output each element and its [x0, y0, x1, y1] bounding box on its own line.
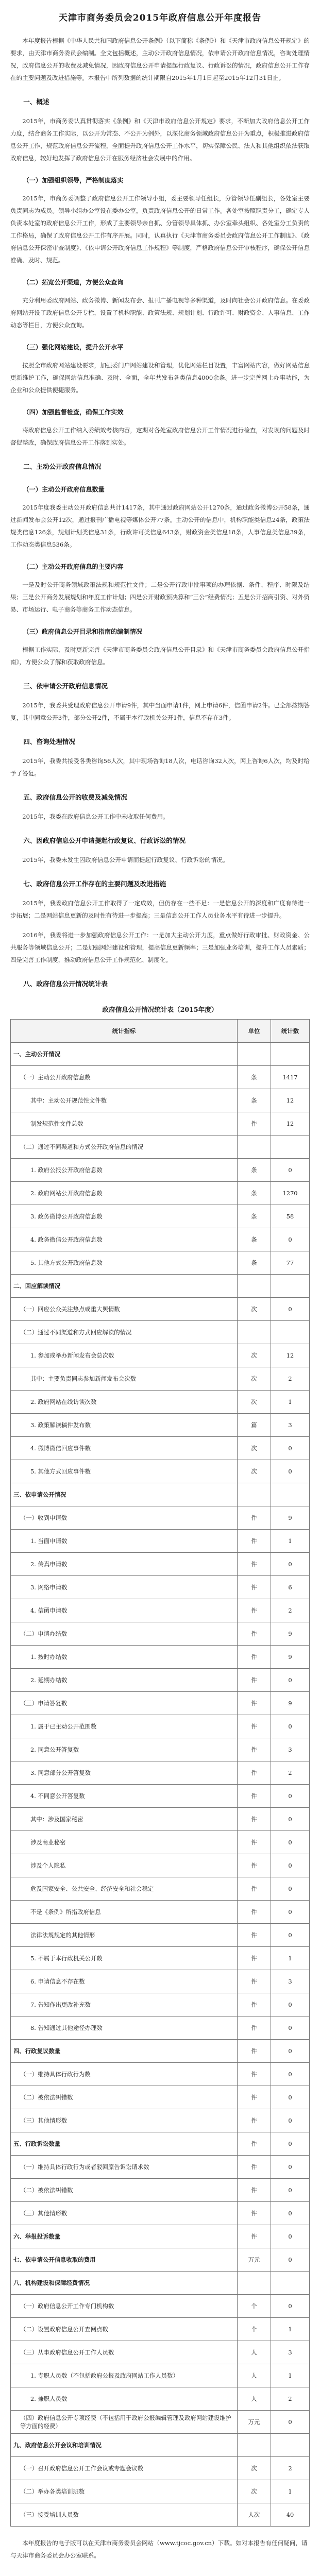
row-indicator: （三）接受培训人员数: [11, 2503, 238, 2527]
row-indicator: 4. 政务微信公开政府信息数: [11, 1228, 238, 1251]
row-indicator: 不是《条例》所指政府信息: [11, 1901, 238, 1924]
table-row: [11, 1993, 310, 2016]
header-count: 统计数: [271, 1020, 310, 1043]
table-row: [11, 1460, 310, 1483]
table-row: [11, 1321, 310, 1344]
table-row: [11, 1692, 310, 1715]
row-unit: [238, 1483, 271, 1506]
table-row: [11, 1483, 310, 1506]
row-count: 2: [271, 2387, 310, 2411]
row-unit: 人: [238, 2341, 271, 2364]
body-paragraph: 充分利用委政府网站、政务微博、新闻发布会、报刊广播电视等多种渠道，及时向社会公开政府信息。在委政府网站开设了政府信息公开专栏，设置了机构职能、政策法规、规划计划、行政许可、财政资金、人事信息、工作动态等栏目，方便公众查询。: [10, 297, 310, 329]
row-count: 2: [271, 2457, 310, 2480]
row-indicator: 2. 延期办结数: [11, 1669, 238, 1692]
row-unit: 次: [238, 1344, 271, 1367]
table-row: [11, 2387, 310, 2411]
row-indicator: （一）回应公众关注热点或重大舆情数: [11, 1298, 238, 1321]
subsection-heading: （一）加强组织领导，严格制度落实: [23, 177, 124, 184]
row-unit: 件: [238, 2016, 271, 2040]
row-indicator: 危及国家安全、公共安全、经济安全和社会稳定: [11, 1877, 238, 1901]
row-indicator: 七、依申请公开信息收取的费用: [11, 2248, 238, 2272]
row-count: 0: [271, 2016, 310, 2040]
row-count: [271, 1136, 310, 1159]
row-indicator: 1. 当面申请数: [11, 1530, 238, 1553]
row-unit: 万元: [238, 2411, 271, 2434]
row-indicator: 四、行政复议数量: [11, 2040, 238, 2063]
row-unit: 件: [238, 1112, 271, 1136]
table-row: [11, 1205, 310, 1228]
row-unit: 件: [238, 1785, 271, 1808]
row-indicator: 五、行政诉讼数量: [11, 2132, 238, 2156]
row-unit: 件: [238, 2225, 271, 2248]
row-indicator: （三）申请答复数: [11, 1692, 238, 1715]
body-paragraph: 2015年，我委在政府信息公开工作中未收取任何费用。: [22, 813, 169, 820]
row-unit: 件: [238, 1646, 271, 1669]
row-indicator: （二）举办各类培训班数: [11, 2480, 238, 2503]
table-row: [11, 2040, 310, 2063]
table-row: [11, 1831, 310, 1854]
row-count: [271, 2272, 310, 2295]
row-unit: 件: [238, 1576, 271, 1599]
row-count: 6: [271, 1576, 310, 1599]
row-count: 0: [271, 2109, 310, 2132]
row-indicator: （二）设置政府信息公开查阅点数: [11, 2318, 238, 2341]
row-indicator: 4. 微博微信回应事件数: [11, 1437, 238, 1460]
row-indicator: 7. 告知作出更改补充数: [11, 1993, 238, 2016]
row-unit: 条: [238, 1228, 271, 1251]
row-unit: 次: [238, 2480, 271, 2503]
subsection-heading: （二）主动公开政府信息的主要内容: [23, 563, 124, 570]
table-row: [11, 1112, 310, 1136]
body-paragraph: 将政府信息公开工作纳入委绩效考核内容，定期对各处室政府信息公开工作情况进行检查，对发现的问题及时督促整改，确保政府信息公开工作落到实处。: [10, 427, 310, 446]
row-unit: [238, 1321, 271, 1344]
row-indicator: （一）政府信息公开工作专门机构数: [11, 2295, 238, 2318]
report-document: [10, 0, 310, 2562]
row-unit: 件: [238, 1854, 271, 1877]
row-unit: 人: [238, 2364, 271, 2387]
row-count: 0: [271, 1298, 310, 1321]
row-unit: [238, 1136, 271, 1159]
row-count: 0: [271, 1228, 310, 1251]
table-row: [11, 1066, 310, 1089]
row-unit: 件: [238, 1669, 271, 1692]
row-indicator: 其中：主动公开规范性文件数: [11, 1089, 238, 1112]
table-row: [11, 1622, 310, 1646]
table-row: [11, 2156, 310, 2179]
body-paragraph: 2015年，我委共受理政府信息公开申请9件，其中当面申请1件，网上申请6件，信函申请2件。已全部按期答复，其中同意公开3件，部分公开2件，不属于本行政机关公开1件，信息不存在3件。: [10, 702, 310, 721]
row-unit: 件: [238, 2109, 271, 2132]
row-indicator: （一）维持具体行政行为或者驳回原告诉讼请求数: [11, 2156, 238, 2179]
table-row: [11, 2364, 310, 2387]
row-indicator: 3. 同意部分公开答复数: [11, 1761, 238, 1785]
body-paragraph: 根据工作实际，及时更新完善《天津市商务委员会政府信息公开目录》和《天津市商务委员会政府信息公开指南》，方便公众了解和获取政府信息。: [10, 646, 310, 666]
row-indicator: （二）通过不同渠道和方式回应解读的情况: [11, 1321, 238, 1344]
row-unit: 次: [238, 1298, 271, 1321]
row-count: [271, 1043, 310, 1066]
row-indicator: 5. 其他方式公开政府信息数: [11, 1251, 238, 1275]
row-count: 0: [271, 2086, 310, 2109]
row-indicator: 法律法规规定的其他情形: [11, 1924, 238, 1947]
row-indicator: 二、回应解读情况: [11, 1275, 238, 1298]
row-count: 0: [271, 2156, 310, 2179]
row-indicator: 2. 政府网站在线访谈次数: [11, 1391, 238, 1414]
row-count: 0: [271, 2202, 310, 2225]
row-count: [271, 1483, 310, 1506]
subsection-heading: （三）政府信息公开目录和指南的编制情况: [23, 628, 142, 635]
row-indicator: 2. 政府网站公开政府信息数: [11, 1182, 238, 1205]
table-row: [11, 2480, 310, 2503]
row-unit: 件: [238, 2040, 271, 2063]
row-unit: 篇: [238, 1414, 271, 1437]
section-heading: 五、政府信息公开的收费及减免情况: [23, 793, 127, 801]
row-count: 0: [271, 2248, 310, 2272]
row-indicator: 制发规范性文件总数: [11, 1112, 238, 1136]
row-unit: 次: [238, 1391, 271, 1414]
body-paragraph: 2015年度我委主动公开政府信息共计1417条，其中通过政府网站公开1270条，通过政务微博公开58条，通过新闻发布会公开12次，通过报刊广播电视等媒体公开77条。主动公开的信息中，机构职能类信息24条，政策法规类信息126条，规划计划类信息31条，行政许可类信息643条，财政资金类信息18条，人事信息类信息39条，工作动态类信息536条。: [10, 504, 310, 548]
section-heading: 一、概述: [23, 98, 49, 106]
row-count: 0: [271, 2132, 310, 2156]
body-paragraph: 2015年，市商务委认真贯彻落实《条例》和《天津市政府信息公开规定》要求，不断加大政府信息公开工作力度，结合商务工作实际，以公开为常态、不公开为例外，以深化商务领域政府信息公开为重点，积极推进政府信息公开工作，规范政府信息公开流程，全面提升政府信息公开工作水平，切实保障公民、法人和其他组织依法获取政府信息，较好地发挥了政府信息公开在服务经济社会发展中的作用。: [10, 117, 310, 162]
table-row: [11, 2202, 310, 2225]
row-indicator: 八、机构建设和保障经费情况: [11, 2272, 238, 2295]
row-unit: 条: [238, 1159, 271, 1182]
header-indicator: 统计指标: [11, 1020, 238, 1043]
table-row: [11, 1761, 310, 1785]
table-row: [11, 1414, 310, 1437]
row-count: 9: [271, 1506, 310, 1530]
row-count: 0: [271, 1669, 310, 1692]
row-indicator: 1. 属于已主动公开范围数: [11, 1715, 238, 1738]
row-count: [271, 1321, 310, 1344]
row-indicator: （一）收到申请数: [11, 1506, 238, 1530]
row-count: 12: [271, 1112, 310, 1136]
subsection-heading: （一）主动公开政府信息数量: [23, 486, 105, 493]
table-row: [11, 1669, 310, 1692]
row-count: 3: [271, 1414, 310, 1437]
table-row: [11, 1947, 310, 1970]
row-count: 9: [271, 1692, 310, 1715]
statistics-table: [10, 1019, 310, 2527]
table-row: [11, 1043, 310, 1066]
table-row: [11, 1576, 310, 1599]
body-paragraph: 2015年，我委共接受各类咨询56人次，其中现场咨询18人次，电话咨询32人次，网上咨询6人次，均及时给予了答复。: [10, 757, 310, 777]
row-unit: 条: [238, 1205, 271, 1228]
table-row: [11, 2411, 310, 2434]
table-row: [11, 2179, 310, 2202]
row-indicator: 1. 政府公报公开政府信息数: [11, 1159, 238, 1182]
row-unit: 个: [238, 2295, 271, 2318]
row-count: 0: [271, 1877, 310, 1901]
row-unit: 件: [238, 2063, 271, 2086]
row-count: 3: [271, 1970, 310, 1993]
table-row: [11, 1344, 310, 1367]
row-indicator: 6. 申请信息不存在数: [11, 1970, 238, 1993]
row-indicator: 三、依申请公开情况: [11, 1483, 238, 1506]
row-unit: [238, 1275, 271, 1298]
row-count: 2: [271, 1599, 310, 1622]
row-count: 0: [271, 1808, 310, 1831]
row-unit: 件: [238, 1947, 271, 1970]
row-count: 0: [271, 1437, 310, 1460]
subsection-heading: （三）强化网站建设，提升公开水平: [23, 344, 124, 351]
row-count: 77: [271, 1251, 310, 1275]
table-row: [11, 2503, 310, 2527]
table-row: [11, 2272, 310, 2295]
row-indicator: 8. 告知通过其他途径办理数: [11, 2016, 238, 2040]
row-indicator: （二）通过不同渠道和方式公开政府信息的情况: [11, 1136, 238, 1159]
header-unit: 单位: [238, 1020, 271, 1043]
table-row: [11, 1275, 310, 1298]
table-title: 政府信息公开情况统计表（2015年度）: [102, 1006, 218, 1013]
table-row: [11, 1298, 310, 1321]
row-unit: 件: [238, 1761, 271, 1785]
row-unit: 人: [238, 2387, 271, 2411]
body-paragraph: 2015年，我委未发生因政府信息公开申请而提起行政复议、行政诉讼的情况。: [22, 856, 229, 863]
row-count: 0: [271, 1854, 310, 1877]
row-count: 12: [271, 1089, 310, 1112]
row-indicator: （三）其他情形数: [11, 2202, 238, 2225]
row-count: 58: [271, 1205, 310, 1228]
row-indicator: 一、主动公开情况: [11, 1043, 238, 1066]
row-count: 0: [271, 1785, 310, 1808]
row-indicator: （四）政府信息公开专项经费（不包括用于政府公报编辑管理及政府网站建设维护等方面的经费）: [11, 2411, 238, 2434]
row-unit: 件: [238, 1599, 271, 1622]
row-count: 0: [271, 2040, 310, 2063]
row-indicator: 4. 不同意公开答复数: [11, 1785, 238, 1808]
row-count: [271, 1275, 310, 1298]
table-row: [11, 2318, 310, 2341]
row-indicator: （二）被依法纠错数: [11, 2086, 238, 2109]
row-count: 0: [271, 2295, 310, 2318]
row-unit: 件: [238, 1808, 271, 1831]
row-count: 1417: [271, 1066, 310, 1089]
row-count: 9: [271, 1622, 310, 1646]
table-row: [11, 1182, 310, 1205]
row-indicator: 九、政府信息公开会议和培训情况: [11, 2434, 238, 2457]
row-unit: 件: [238, 1738, 271, 1761]
body-paragraph: 2015年，我委政府信息公开工作取得了一定成效，但仍存在一些不足：一是信息公开的深度和广度有待进一步拓展；二是网站信息更新的及时性有待进一步提高；三是信息公开工作人员业务水平有待进一步提升。: [10, 900, 310, 919]
row-indicator: 六、举报投诉数量: [11, 2225, 238, 2248]
row-indicator: 4. 信函申请数: [11, 1599, 238, 1622]
row-indicator: 2. 传真申请数: [11, 1553, 238, 1576]
intro-paragraph: 本年度报告根据《中华人民共和国政府信息公开条例》（以下简称《条例》）和《天津市政府信息公开规定》的要求，由天津市商务委员会编制。全文包括概述，主动公开政府信息情况，依申请公开政府信息情况，咨询处理情况，政府信息公开的收费及减免情况，因政府信息公开申请提起行政复议、行政诉讼的情况，政府信息公开工作存在的主要问题及改进措施等。本报告中所列数据的统计期限自2015年1月1日起至2015年12月31日止。: [10, 37, 310, 81]
row-indicator: 5. 不属于本行政机关公开数: [11, 1947, 238, 1970]
table-row: [11, 1646, 310, 1669]
row-unit: 件: [238, 1506, 271, 1530]
body-paragraph: 2015年，市商务委调整了政府信息公开工作领导小组，委主要领导任组长，分管领导任副组长，各处室主要负责同志为成员。领导小组办公室设在委办公室，负责政府信息公开的日常工作。各处室按照职责分工，确定专人负责本处室的政府信息公开工作，形成了主要领导亲自抓、分管领导具体抓、办公室牵头组织、各处室分工负责的工作格局，确保了政府信息公开工作有序开展。同时，认真执行《天津市商务委员会政府信息公开工作制度》、《政府信息公开保密审查制度》、《依申请公开政府信息工作规程》等制度，严格政府信息公开审核程序，确保公开信息准确、及时、规范。: [10, 195, 310, 264]
section-heading: 四、咨询处理情况: [23, 738, 75, 745]
row-count: 1: [271, 1530, 310, 1553]
table-row: [11, 1715, 310, 1738]
row-count: 0: [271, 1831, 310, 1854]
row-unit: 件: [238, 1692, 271, 1715]
table-row: [11, 1136, 310, 1159]
row-count: 0: [271, 1901, 310, 1924]
table-row: [11, 1808, 310, 1831]
row-unit: 件: [238, 1622, 271, 1646]
section-heading: 二、主动公开政府信息情况: [23, 463, 102, 470]
body-paragraph: 2016年，我委将进一步加强政府信息公开工作：一是加大主动公开力度，重点做好行政审批、财政资金、公共服务等领域信息公开；二是加强网站建设和管理，提高信息更新频率；三是加强业务培训，提升工作人员素质；四是完善工作制度，推动政府信息公开工作规范化、制度化。: [10, 931, 310, 963]
row-indicator: 3. 网络申请数: [11, 1576, 238, 1599]
row-count: 1: [271, 2480, 310, 2503]
table-row: [11, 1785, 310, 1808]
row-unit: 件: [238, 2132, 271, 2156]
row-indicator: （二）被依法纠错数: [11, 2179, 238, 2202]
row-unit: 件: [238, 2179, 271, 2202]
row-count: 2: [271, 1367, 310, 1391]
row-count: 1: [271, 1947, 310, 1970]
row-indicator: 3. 政务微博公开政府信息数: [11, 1205, 238, 1228]
row-indicator: 其中：主要负责同志参加新闻发布会次数: [11, 1367, 238, 1391]
table-row: [11, 1159, 310, 1182]
report-title: 天津市商务委员会2015年政府信息公开年度报告: [58, 13, 262, 23]
row-unit: 条: [238, 1066, 271, 1089]
row-indicator: 其中：涉及国家秘密: [11, 1808, 238, 1831]
table-row: [11, 2109, 310, 2132]
row-count: 0: [271, 1460, 310, 1483]
table-row: [11, 1738, 310, 1761]
table-row: [11, 1599, 310, 1622]
table-row: [11, 2225, 310, 2248]
row-count: 0: [271, 2179, 310, 2202]
row-count: 2: [271, 1761, 310, 1785]
row-unit: 件: [238, 2202, 271, 2225]
intro-section: [10, 35, 310, 84]
table-row: [11, 2086, 310, 2109]
row-unit: 件: [238, 1993, 271, 2016]
row-unit: 件: [238, 1877, 271, 1901]
row-unit: 次: [238, 1460, 271, 1483]
row-unit: 件: [238, 2086, 271, 2109]
row-unit: 人次: [238, 2503, 271, 2527]
row-indicator: 1. 参加或举办新闻发布会总次数: [11, 1344, 238, 1367]
row-unit: 次: [238, 2457, 271, 2480]
report-footer: 本年度报告的电子版可以在天津市商务委员会网站（www.tjcoc.gov.cn）下载。如对本报告有任何疑问，请与天津市商务委员会办公室联系。: [10, 2539, 308, 2559]
table-row: [11, 2016, 310, 2040]
row-count: [271, 2434, 310, 2457]
table-row: [11, 2434, 310, 2457]
row-indicator: （二）申请办结数: [11, 1622, 238, 1646]
row-unit: 件: [238, 1715, 271, 1738]
table-row: [11, 1506, 310, 1530]
row-unit: 条: [238, 1251, 271, 1275]
report-body: [10, 95, 310, 991]
row-count: 1270: [271, 1182, 310, 1205]
row-unit: 万元: [238, 2248, 271, 2272]
row-indicator: 涉及商业秘密: [11, 1831, 238, 1854]
row-count: 40: [271, 2503, 310, 2527]
row-indicator: 1. 专职人员数（不包括政府公报及政府网站工作人员数）: [11, 2364, 238, 2387]
table-row: [11, 2341, 310, 2364]
row-count: 0: [271, 1159, 310, 1182]
body-paragraph: 一是及时公开商务领域政策法规和规范性文件；二是公开行政审批事项的办理依据、条件、程序、时限及结果；三是公开商务发展规划和年度工作计划；四是公开财政预决算和“三公”经费情况；五是公开招商引资、对外贸易、市场运行、电子商务等商务工作动态信息。: [10, 581, 310, 613]
table-row: [11, 1251, 310, 1275]
row-unit: 条: [238, 1182, 271, 1205]
row-indicator: （三）其他情形数: [11, 2109, 238, 2132]
table-row: [11, 1924, 310, 1947]
row-count: 3: [271, 1738, 310, 1761]
row-unit: 件: [238, 1530, 271, 1553]
row-count: 0: [271, 1924, 310, 1947]
table-row: [11, 1228, 310, 1251]
row-count: 3: [271, 2341, 310, 2364]
row-unit: 件: [238, 1901, 271, 1924]
table-row: [11, 2248, 310, 2272]
row-unit: 条: [238, 1089, 271, 1112]
row-unit: 件: [238, 1553, 271, 1576]
row-indicator: 1. 按时办结数: [11, 1646, 238, 1669]
row-count: 9: [271, 1646, 310, 1669]
row-unit: 个: [238, 2318, 271, 2341]
row-count: 12: [271, 1344, 310, 1367]
row-indicator: 2. 同意公开答复数: [11, 1738, 238, 1761]
row-indicator: （一）召开政府信息公开工作会议或专题会议数: [11, 2457, 238, 2480]
table-row: [11, 2132, 310, 2156]
table-row: [11, 1437, 310, 1460]
row-count: 0: [271, 1993, 310, 2016]
row-indicator: 5. 其他方式回应事件数: [11, 1460, 238, 1483]
table-row: [11, 1553, 310, 1576]
row-unit: 件: [238, 1831, 271, 1854]
row-count: 0: [271, 2225, 310, 2248]
row-count: 1: [271, 1391, 310, 1414]
row-count: 1: [271, 2364, 310, 2387]
row-count: 0: [271, 1553, 310, 1576]
section-heading: 三、依申请公开政府信息情况: [23, 682, 108, 690]
section-heading: 七、政府信息公开工作存在的主要问题及改进措施: [23, 880, 166, 888]
table-row: [11, 1970, 310, 1993]
row-indicator: 2. 兼职人员数: [11, 2387, 238, 2411]
section-heading: 六、因政府信息公开申请提起行政复议、行政诉讼的情况: [23, 837, 186, 844]
row-indicator: 涉及个人隐私: [11, 1854, 238, 1877]
row-indicator: （一）主动公开政府信息数: [11, 1066, 238, 1089]
table-row: [11, 1089, 310, 1112]
row-unit: 件: [238, 1924, 271, 1947]
row-unit: [238, 1043, 271, 1066]
row-unit: 件: [238, 1970, 271, 1993]
row-indicator: （一）维持具体行政行为数: [11, 2063, 238, 2086]
table-row: [11, 1901, 310, 1924]
table-row: [11, 1877, 310, 1901]
row-unit: 次: [238, 1367, 271, 1391]
table-header-row: [11, 1020, 310, 1043]
row-indicator: 3. 政策解读稿件发布数: [11, 1414, 238, 1437]
table-row: [11, 1530, 310, 1553]
row-count: 0: [271, 2411, 310, 2434]
row-unit: [238, 2272, 271, 2295]
table-row: [11, 2295, 310, 2318]
subsection-heading: （二）拓宽公开渠道，方便公众查询: [23, 279, 124, 286]
row-count: 1: [271, 2318, 310, 2341]
table-row: [11, 2457, 310, 2480]
table-row: [11, 1854, 310, 1877]
subsection-heading: （四）加强监督检查，确保工作实效: [23, 409, 124, 416]
table-row: [11, 1391, 310, 1414]
row-unit: 件: [238, 2156, 271, 2179]
table-row: [11, 1367, 310, 1391]
row-count: 0: [271, 1715, 310, 1738]
section-heading: 八、政府信息公开情况统计表: [23, 980, 108, 988]
row-indicator: （三）从事政府信息公开工作人员数: [11, 2341, 238, 2364]
row-count: 0: [271, 2063, 310, 2086]
body-paragraph: 按照全市政府网站建设要求，加强委门户网站建设和管理，优化网站栏目设置，丰富网站内容，做好网站信息更新维护工作，确保网站信息准确、及时、全面，全年共发布各类信息4000余条。进一步完善网上办事功能，为企业和公众提供便捷服务。: [10, 362, 310, 394]
table-row: [11, 2063, 310, 2086]
row-unit: [238, 2434, 271, 2457]
row-unit: 次: [238, 1437, 271, 1460]
